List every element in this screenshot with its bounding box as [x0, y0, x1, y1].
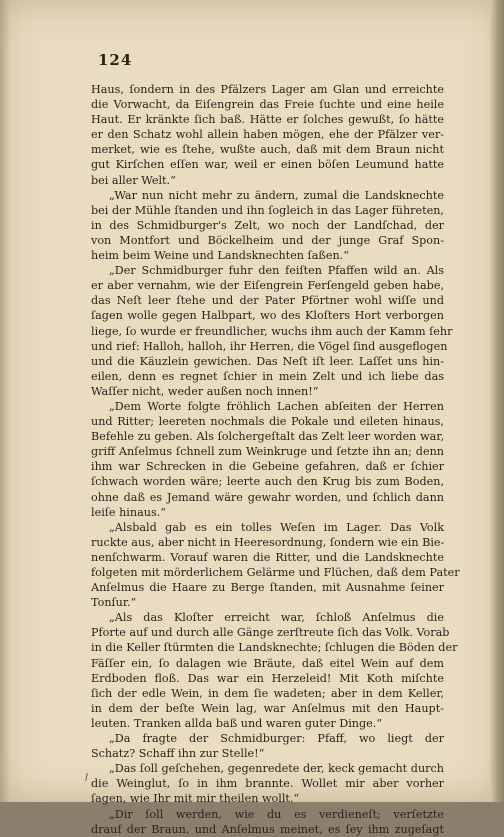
text-line: ſagen, wie Ihr mit mir theilen wollt.“: [91, 792, 300, 806]
text-line: „Alsbald gab es ein tolles Weſen im Lager. Das Volk: [109, 520, 444, 534]
text-line: und rief: Halloh, halloh, ihr Herren, die Vögel ſind ausgeflogen: [91, 339, 448, 353]
text-line: gut Kirſchen eſſen war, weil er einen böſen Leumund hatte: [91, 158, 444, 172]
text-line: die Weinglut, ſo in ihm brannte. Wollet mir aber vorher: [91, 777, 444, 791]
pencil-mark: [85, 773, 88, 781]
text-line: ruckte aus, aber nicht in Heeresordnung, ſondern wie ein Bie-: [91, 535, 445, 549]
text-line: Befehle zu geben. Als ſolchergeſtalt das Zelt leer worden war,: [91, 430, 444, 444]
text-line: Waſſer nicht, weder außen noch innen!“: [91, 384, 319, 398]
text-line: drauf der Braun, und Anſelmus meinet, es ſey ihm zugeſagt: [91, 822, 444, 836]
text-line: merket, wie es ſtehe, wußte auch, daß mit dem Braun nicht: [91, 143, 444, 157]
text-line: Fäſſer ein, ſo dalagen wie Bräute, daß eitel Wein auf dem: [91, 656, 444, 670]
text-line: „Da fragte der Schmidburger: Pfaff, wo liegt der: [109, 732, 444, 746]
text-line: griff Anſelmus ſchnell zum Weinkruge und ſetzte ihn an; denn: [91, 445, 444, 459]
text-line: Haus, ſondern in des Pfälzers Lager am Glan und erreichte: [91, 83, 444, 96]
text-line: in dem der beſte Wein lag, war Anſelmus mit den Haupt-: [91, 701, 444, 715]
text-line: bei aller Welt.“: [91, 173, 176, 187]
body-text: [91, 82, 460, 837]
text-line: bei der Mühle ſtanden und ihn ſogleich in das Lager führeten,: [91, 203, 444, 217]
page-shadow: [0, 0, 10, 802]
text-line: „Dir ſoll werden, wie du es verdieneſt; verſetzte: [109, 807, 444, 821]
text-line: er aber vernahm, wie der Eiſengrein Ferſengeld geben habe,: [91, 279, 444, 293]
text-line: folgeten mit mörderlichem Gelärme und Flüchen, daß dem Pater: [91, 566, 460, 579]
text-line: Pforte auf und durch alle Gänge zerſtreute ſich das Volk. Vorab: [91, 626, 450, 640]
text-line: „Als das Kloſter erreicht war, ſchloß Anſelmus die: [109, 611, 444, 625]
page-number: 124: [98, 51, 133, 69]
text-line: die Vorwacht, da Eiſengrein das Freie ſuchte und eine heile: [91, 98, 444, 112]
text-line: er den Schatz wohl allein haben mögen, ehe der Pfälzer ver-: [91, 128, 444, 142]
text-line: leiſe hinaus.“: [91, 505, 166, 519]
text-line: ſagen wolle gegen Halbpart, wo des Kloſters Hort verborgen: [91, 309, 444, 323]
text-line: „Der Schmidburger fuhr den feiſten Pfaffen wild an. Als: [109, 264, 444, 278]
text-line: ihm war Schrecken in die Gebeine gefahren, daß er ſchier: [91, 460, 444, 474]
text-line: Tonſur.“: [91, 596, 137, 610]
text-line: ſchwach worden wäre; leerte auch den Krug bis zum Boden,: [91, 475, 444, 489]
text-line: von Montfort und Böckelheim und der junge Graf Spon-: [91, 233, 444, 247]
text-line: leuten. Tranken allda baß und waren guter Dinge.“: [91, 716, 383, 730]
text-line: das Neſt leer ſtehe und der Pater Pförtner wohl wiſſe und: [91, 294, 444, 308]
text-line: und Ritter; leereten nochmals die Pokale und eileten hinaus,: [91, 415, 444, 429]
text-line: Anſelmus die Haare zu Berge ſtanden, mit Ausnahme ſeiner: [91, 581, 444, 595]
text-line: und die Käuzlein gewichen. Das Neſt iſt leer. Laſſet uns hin-: [91, 354, 444, 368]
text-line: ohne daß es Jemand wäre gewahr worden, und ſchlich dann: [91, 490, 444, 504]
page-edge: [490, 0, 504, 802]
text-line: Schatz? Schaff ihn zur Stelle!“: [91, 747, 265, 761]
text-line: „Das ſoll geſchehen, gegenredete der, keck gemacht durch: [109, 762, 444, 776]
text-line: ſich der edle Wein, in dem ſie wadeten; aber in dem Keller,: [91, 686, 444, 700]
text-line: eilen, denn es regnet ſchier in mein Zelt und ich liebe das: [91, 369, 444, 383]
text-line: heim beim Weine und Landsknechten ſaßen.“: [91, 249, 349, 263]
text-line: „War nun nicht mehr zu ändern, zumal die Landsknechte: [109, 188, 444, 202]
text-line: in des Schmidburger's Zelt, wo noch der Landſchad, der: [91, 218, 444, 232]
text-line: „Dem Worte folgte fröhlich Lachen abſeiten der Herren: [109, 399, 444, 413]
text-line: liege, ſo wurde er freundlicher, wuchs ihm auch der Kamm ſehr: [91, 324, 453, 338]
text-line: Erdboden floß. Das war ein Herzeleid! Mit Koth miſchte: [91, 671, 444, 685]
text-line: in die Keller ſtürmten die Landsknechte; ſchlugen die Böden der: [91, 641, 458, 655]
text-line: nenſchwarm. Vorauf waren die Ritter, und die Landsknechte: [91, 550, 444, 564]
text-line: Haut. Er kränkte ſich baß. Hätte er ſolches gewußt, ſo hätte: [91, 113, 444, 127]
